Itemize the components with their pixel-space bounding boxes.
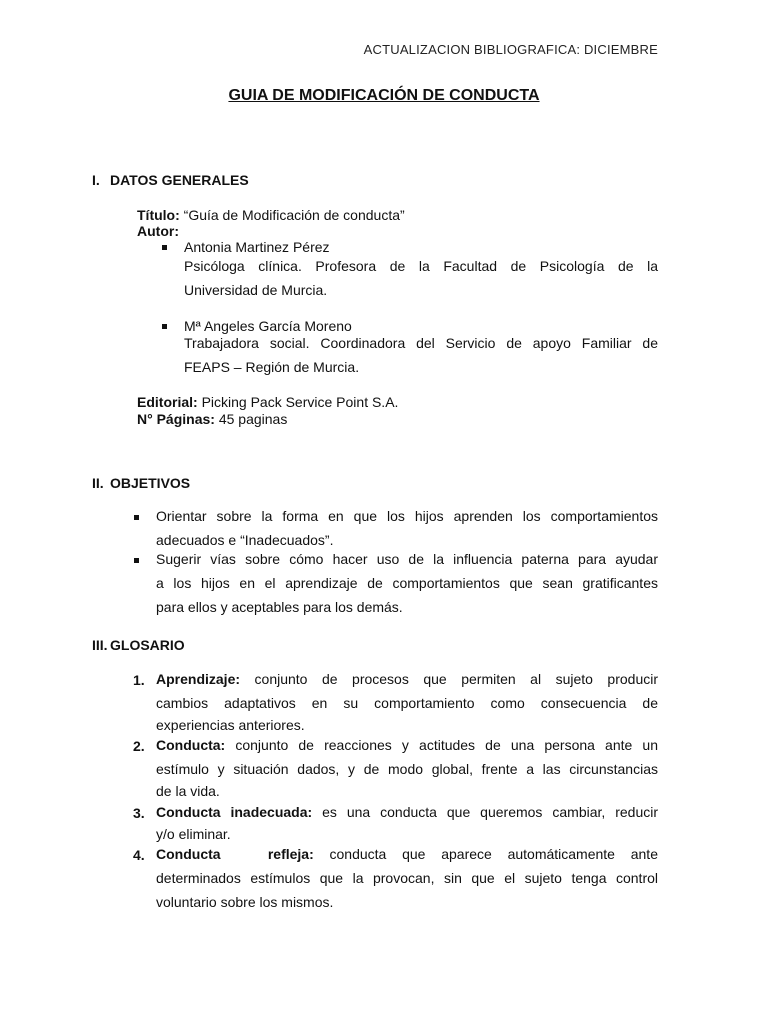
objective-item: Sugerir vías sobre cómo hacer uso de la influencia paterna para ayudar a los hijos en el aprendizaje de comportamientos que sean gratificantes para ellos y aceptables para los demás. [156, 551, 658, 615]
page-title: GUIA DE MODIFICACIÓN DE CONDUCTA [228, 87, 540, 104]
document-header: ACTUALIZACION BIBLIOGRAFICA: DICIEMBRE [363, 42, 658, 57]
glossary-term: Conducta: [156, 737, 226, 753]
glossary-item: Conducta: conjunto de reacciones y actitudes de una persona ante un estímulo y situación dados, y de modo global, frente a las circunstancias de la vida. [156, 737, 659, 799]
autor-label: Autor: [137, 223, 179, 239]
section-number: II. [92, 475, 104, 491]
objective-item: Orientar sobre la forma en que los hijos aprenden los comportamientos adecuados e “Inadecuados”. [156, 508, 658, 548]
titulo-row [137, 207, 405, 223]
editorial-label: Editorial: [137, 394, 198, 410]
author-description: Psicóloga clínica. Profesora de la Facultad de Psicología de la Universidad de Murcia. [184, 258, 658, 298]
author-description: Trabajadora social. Coordinadora del Servicio de apoyo Familiar de FEAPS – Región de Murcia. [184, 335, 658, 375]
glossary-number: 4. [133, 847, 145, 863]
glossary-number: 2. [133, 738, 145, 754]
editorial-row [137, 394, 398, 410]
section-heading-glosario [92, 637, 185, 653]
bullet-icon [162, 245, 167, 250]
paginas-label: N° Páginas: [137, 411, 215, 427]
glossary-number: 3. [133, 805, 145, 821]
editorial-value: Picking Pack Service Point S.A. [201, 394, 399, 410]
bullet-icon [162, 324, 167, 329]
author-name: Antonia Martinez Pérez [184, 239, 330, 255]
section-title: GLOSARIO [110, 637, 185, 653]
glossary-item: Aprendizaje: conjunto de procesos que permiten al sujeto producir cambios adaptativos en su comportamiento como consecuencia de experiencias anteriores. [156, 671, 659, 733]
section-number: I. [92, 172, 100, 188]
glossary-term: Conducta inadecuada: [156, 804, 313, 820]
section-title: DATOS GENERALES [110, 172, 249, 188]
titulo-value: “Guía de Modificación de conducta” [183, 207, 405, 223]
section-title: OBJETIVOS [110, 475, 191, 491]
section-heading-datos-generales [92, 172, 249, 188]
section-number: III. [92, 637, 108, 653]
titulo-label: Título: [137, 207, 180, 223]
glossary-term: Aprendizaje: [156, 671, 241, 687]
glossary-term: Conducta refleja: [156, 846, 314, 862]
glossary-number: 1. [133, 672, 145, 688]
author-name: Mª Angeles García Moreno [184, 318, 352, 334]
glossary-item: Conducta inadecuada: es una conducta que queremos cambiar, reducir y/o eliminar. [156, 804, 659, 842]
glossary-item: Conducta refleja: conducta que aparece automáticamente ante determinados estímulos que la provocan, sin que el sujeto tenga control voluntario sobre los mismos. [156, 846, 658, 910]
paginas-value: 45 paginas [218, 411, 288, 427]
section-heading-objetivos [92, 475, 190, 491]
bullet-icon [134, 515, 139, 520]
paginas-row [137, 411, 287, 427]
bullet-icon [134, 558, 139, 563]
